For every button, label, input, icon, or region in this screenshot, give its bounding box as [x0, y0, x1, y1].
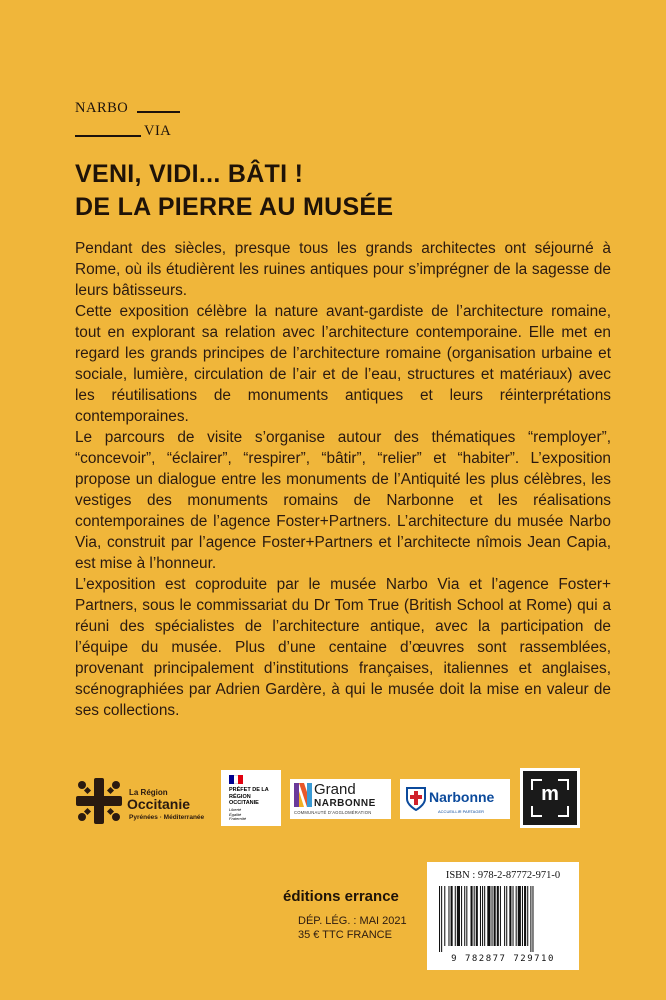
narbonne-shield-icon	[406, 787, 426, 811]
title-line-1: VENI, VIDI... BÂTI !	[75, 160, 304, 188]
museum-m-logo	[520, 768, 580, 828]
publisher-name: éditions errance	[283, 888, 399, 905]
legal-info	[298, 914, 407, 942]
book-title	[75, 158, 393, 224]
prefet-logo	[221, 770, 281, 826]
title-line-2: DE LA PIERRE AU MUSÉE	[75, 193, 394, 221]
blurb-paragraph: Le parcours de visite s’organise autour des thématiques “remployer”, “concevoir”, “éclairer”, “respirer”, “bâtir”, “relier” et “habiter”. L’exposition propose un dialogue entre les monuments de l’Antiquité les plus célèbres, les vestiges des monuments romains de Narbonne et les réalisations contemporaines de l’agence Foster+Partners. L’architecture du musée Narbo Via, construit par l’agence Foster+Partners et l’architecte nîmois Jean Capia, est mise à l’honneur.	[75, 429, 611, 572]
price: 35 € TTC FRANCE	[298, 929, 392, 941]
blurb	[75, 238, 611, 721]
occitanie-line1: La Région	[129, 788, 168, 797]
logo-rule-bottom	[75, 135, 141, 137]
agglomeration-text: COMMUNAUTÉ D’AGGLOMÉRATION	[294, 810, 372, 815]
prefet-text: PRÉFET DE LA RÉGION OCCITANIE	[229, 787, 269, 806]
blurb-paragraph: Cette exposition célèbre la nature avant-gardiste de l’architecture romaine, tout en explorant sa relation avec l’architecture contemporaine. Elle met en regard les grands principes de l’architecture romaine (organisation urbaine et sociale, lumière, circulation de l’air et de l’eau, structures et matériaux) avec les réutilisations de monuments antiques et leurs réinterprétations contemporaines.	[75, 303, 611, 425]
logo-word-via: VIA	[144, 123, 172, 139]
grand-word: Grand	[314, 781, 356, 798]
narbonne-city-logo	[400, 779, 510, 819]
isbn-barcode	[427, 862, 579, 970]
blurb-paragraph: L’exposition est coproduite par le musée Narbo Via et l’agence Foster+ Partners, sous le commissariat du Dr Tom True (British School at Rome) qui a réuni des spécialistes de l’architecture antique, avec la participation de l’équipe du musée. Plus d’une centaine d’œuvres sont rassemblées, provenant principalement d’institutions françaises, italiennes et anglaises, scénographiées par Adrien Gardère, à qui le musée doit la mise en valeur de ses collections.	[75, 576, 611, 719]
occitanie-cross-icon	[75, 778, 123, 824]
museum-mark: m	[541, 783, 559, 805]
partner-logos	[0, 768, 666, 838]
blurb-paragraph: Pendant des siècles, presque tous les grands architectes ont séjourné à Rome, où ils étudièrent les ruines antiques pour s’imprégner de la sagesse de leurs bâtisseurs.	[75, 240, 611, 299]
isbn-label: ISBN : 978-2-87772-971-0	[445, 870, 561, 881]
occitanie-logo	[75, 776, 210, 826]
logo-rule-top	[137, 111, 180, 113]
narbo-via-logo	[75, 100, 185, 145]
prefet-motto: Liberté Égalité Fraternité	[229, 807, 247, 821]
legal-deposit: DÉP. LÉG. : MAI 2021	[298, 915, 407, 927]
narbonne-word: NARBONNE	[314, 798, 376, 809]
grand-narbonne-n-icon	[294, 783, 312, 807]
grand-narbonne-logo	[290, 779, 391, 819]
occitanie-line2: Occitanie	[127, 796, 191, 812]
french-flag-icon	[229, 775, 243, 784]
narbonne-name: Narbonne	[429, 789, 495, 805]
barcode-bars	[437, 886, 569, 952]
narbonne-tagline: ACCUEILLIR PARTAGER	[438, 809, 485, 814]
logo-word-narbo: NARBO	[75, 100, 129, 116]
occitanie-line3: Pyrénées · Méditerranée	[129, 814, 205, 821]
barcode-digits: 9 782877 729710	[451, 954, 555, 964]
